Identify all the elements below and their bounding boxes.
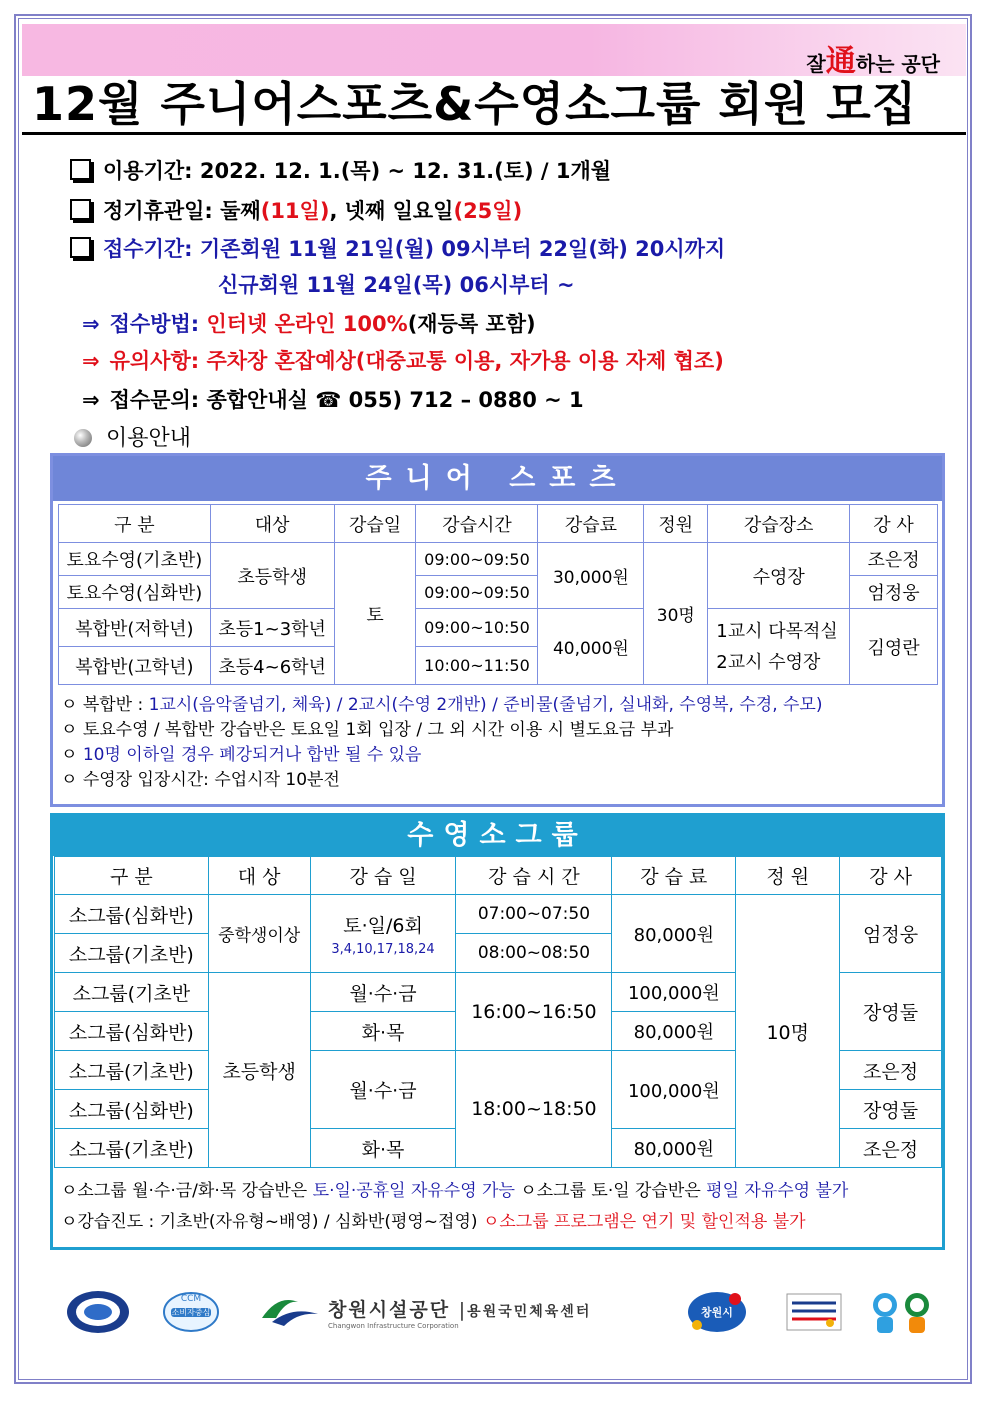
- header-cell: 강습일: [334, 505, 416, 543]
- city-logo: 창원시: [682, 1282, 752, 1342]
- day-cell: 화·목: [310, 1129, 456, 1168]
- junior-sports-section: [50, 453, 945, 807]
- target-cell: 초등학생: [208, 973, 310, 1168]
- target-cell: 중학생이상: [208, 895, 310, 973]
- target-cell: 초등4~6학년: [210, 647, 334, 685]
- class-name: 소그룹(기초반): [55, 1129, 209, 1168]
- capacity-cell: 30명: [644, 543, 708, 685]
- header-cell: 구 분: [59, 505, 211, 543]
- time-cell: 09:00~09:50: [416, 576, 538, 609]
- corporation-emblem-icon: [258, 1292, 322, 1332]
- header-cell: 강 습 일: [310, 857, 456, 895]
- teacher-cell: 장영둘: [840, 1090, 942, 1129]
- class-name: 소그룹(기초반): [55, 1051, 209, 1090]
- teacher-cell: 엄정웅: [850, 576, 938, 609]
- header-cell: 대상: [210, 505, 334, 543]
- method-line: ⇒ 접수방법: 인터넷 온라인 100%(재등록 포함): [82, 312, 536, 336]
- day-cell: 토·일/6회 3,4,10,17,18,24: [310, 895, 456, 973]
- phone-icon: ☎: [315, 388, 342, 412]
- header-cell: 강 습 료: [612, 857, 736, 895]
- fee-cell: 80,000원: [612, 1129, 736, 1168]
- day-cell: 월·수·금: [310, 973, 456, 1012]
- swim-group-section: [50, 813, 945, 1250]
- day-cell: 월·수·금: [310, 1051, 456, 1129]
- checkbox-icon: [70, 237, 91, 258]
- time-cell: 10:00~11:50: [416, 647, 538, 685]
- junior-table: [58, 504, 938, 685]
- corporation-logo: 창원시설공단 |용원국민체육센터 Changwon Infrastructure Corporation: [258, 1282, 678, 1342]
- fee-cell: 30,000원: [538, 543, 644, 609]
- target-cell: 초등1~3학년: [210, 609, 334, 647]
- page-title: 12월 주니어스포츠&수영소그룹 회원 모집: [32, 77, 918, 131]
- day-cell: 토: [334, 543, 416, 685]
- fee-cell: 100,000원: [612, 1051, 736, 1129]
- time-cell: 09:00~10:50: [416, 609, 538, 647]
- swim-group-title: 수영소그룹: [53, 816, 942, 856]
- class-name: 소그룹(심화반): [55, 1012, 209, 1051]
- note-line: ㅇ 토요수영 / 복합반 강습반은 토요일 1회 입장 / 그 외 시간 이용 시 별도요금 부과: [61, 720, 674, 740]
- registration-line-2: 신규회원 11월 24일(목) 06시부터 ~: [218, 273, 575, 297]
- inquiry-line: ⇒ 접수문의: 종합안내실 ☎ 055) 712 – 0880 ~ 1: [82, 388, 584, 412]
- slogan: 잘通하는 공단: [806, 44, 940, 79]
- teacher-cell: 조은정: [840, 1051, 942, 1090]
- mascot-logo: [866, 1282, 936, 1342]
- header-cell: 강습시간: [416, 505, 538, 543]
- fee-cell: 100,000원: [612, 973, 736, 1012]
- caution-line: ⇒ 유의사항: 주차장 혼잡예상(대중교통 이용, 자가용 이용 자제 협조): [82, 349, 724, 373]
- header-cell: 대 상: [208, 857, 310, 895]
- title-underline: [22, 132, 966, 135]
- fee-cell: 80,000원: [612, 895, 736, 973]
- day-cell: 화·목: [310, 1012, 456, 1051]
- flag-logo: [784, 1282, 844, 1342]
- time-cell: 18:00~18:50: [456, 1051, 612, 1168]
- target-cell: 초등학생: [210, 543, 334, 609]
- table-row: [55, 895, 942, 934]
- table-header-row: [55, 857, 942, 895]
- junior-sports-title: 주니어 스포츠: [53, 456, 942, 501]
- teacher-cell: 엄정웅: [840, 895, 942, 973]
- teacher-cell: 장영둘: [840, 973, 942, 1051]
- table-row: [59, 609, 938, 647]
- time-cell: 08:00~08:50: [456, 934, 612, 973]
- teacher-cell: 조은정: [850, 543, 938, 576]
- class-name: 토요수영(기초반): [59, 543, 211, 576]
- closed-line: 정기휴관일: 둘째(11일), 넷째 일요일(25일): [70, 195, 522, 225]
- swim-table: [54, 856, 942, 1168]
- teacher-cell: 김영란: [850, 609, 938, 685]
- bullet-icon: [74, 429, 92, 447]
- header-cell: 정 원: [736, 857, 840, 895]
- class-name: 복합반(저학년): [59, 609, 211, 647]
- guide-line: 이용안내: [74, 421, 191, 452]
- header-cell: 강습료: [538, 505, 644, 543]
- header-cell: 강 습 시 간: [456, 857, 612, 895]
- time-cell: 09:00~09:50: [416, 543, 538, 576]
- note-line: ㅇ소그룹 월·수·금/화·목 강습반은 토·일·공휴일 자유수영 가능 ㅇ소그룹 토·일 강습반은 평일 자유수영 불가: [61, 1181, 849, 1201]
- time-cell: 07:00~07:50: [456, 895, 612, 934]
- table-header-row: [59, 505, 938, 543]
- fee-cell: 80,000원: [612, 1012, 736, 1051]
- header-cell: 구 분: [55, 857, 209, 895]
- junior-notes: [61, 693, 822, 793]
- place-cell: 수영장: [708, 543, 850, 609]
- period-line: 이용기간: 2022. 12. 1.(목) ~ 12. 31.(토) / 1개월: [70, 155, 611, 185]
- note-line: ㅇ강습진도 : 기초반(자유형~배영) / 심화반(평영~접영) ㅇ소그룹 프로그램은 연기 및 할인적용 불가: [61, 1212, 806, 1232]
- class-name: 소그룹(심화반): [55, 895, 209, 934]
- header-cell: 강습장소: [708, 505, 850, 543]
- registration-line: 접수기간: 기존회원 11월 21일(월) 09시부터 22일(화) 20시까지: [70, 233, 725, 263]
- swim-notes: [61, 1176, 848, 1238]
- capacity-cell: 10명: [736, 895, 840, 1168]
- note-line: ㅇ 수영장 입장시간: 수업시작 10분전: [61, 770, 340, 790]
- class-name: 소그룹(기초반: [55, 973, 209, 1012]
- class-name: 소그룹(심화반): [55, 1090, 209, 1129]
- class-name: 소그룹(기초반): [55, 934, 209, 973]
- certification-logo: [64, 1282, 132, 1342]
- footer-logos: [60, 1282, 940, 1342]
- table-row: [59, 543, 938, 576]
- note-line: ㅇ 복합반 : 1교시(음악줄넘기, 체육) / 2교시(수영 2개반) / 준비물(줄넘기, 실내화, 수영복, 수경, 수모): [61, 695, 823, 715]
- teacher-cell: 조은정: [840, 1129, 942, 1168]
- place-cell: 1교시 다목적실 2교시 수영장: [708, 609, 850, 685]
- checkbox-icon: [70, 199, 91, 220]
- header-cell: 정원: [644, 505, 708, 543]
- fee-cell: 40,000원: [538, 609, 644, 685]
- ccm-logo: CCM 소비자중심: [160, 1282, 222, 1342]
- header-cell: 강 사: [850, 505, 938, 543]
- checkbox-icon: [70, 159, 91, 180]
- time-cell: 16:00~16:50: [456, 973, 612, 1051]
- class-name: 복합반(고학년): [59, 647, 211, 685]
- note-line: ㅇ 10명 이하일 경우 폐강되거나 합반 될 수 있음: [61, 745, 422, 765]
- header: [22, 24, 966, 134]
- class-name: 토요수영(심화반): [59, 576, 211, 609]
- header-cell: 강 사: [840, 857, 942, 895]
